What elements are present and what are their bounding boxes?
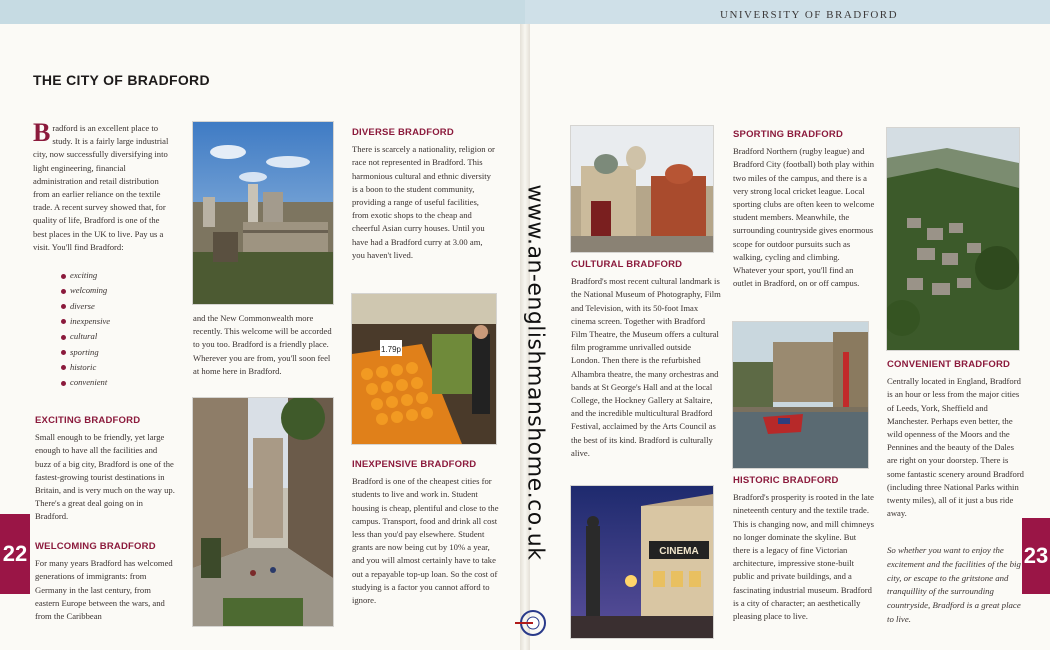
cinema-sign: CINEMA [659, 546, 699, 557]
diverse-section [352, 126, 497, 262]
welcoming-section [35, 540, 175, 623]
inexpensive-section [352, 458, 500, 607]
exciting-section [35, 414, 175, 524]
list-item: historic [61, 360, 175, 375]
drop-cap: B [33, 118, 51, 147]
closing-statement: So whether you want to enjoy the excitement and the facilities of the big city, or escape to the gritstone and tranquillity of the surrounding countryside, Bradford is a great place to live. [887, 545, 1021, 624]
section-heading: INEXPENSIVE BRADFORD [352, 459, 477, 470]
cultural-section [571, 258, 721, 460]
city-skyline-photo [193, 122, 333, 304]
section-text: There is scarcely a nationality, religion or race not represented in Bradford. This harmonious cultural and ethnic diversity is a boon to the student community, providing a range of useful facilities, from exotic shops to the cheap and cheerful Asian curry houses. Until you have had a Bradford curry at 3.00 am, you haven't lived. [352, 144, 495, 260]
watermark-logo-icon [515, 608, 547, 638]
running-header: UNIVERSITY OF BRADFORD [720, 9, 899, 21]
feature-list [61, 268, 175, 390]
watermark: www.an-englishmanshome.co.uk [522, 184, 548, 561]
intro-paragraph [33, 118, 175, 254]
section-heading: SPORTING BRADFORD [733, 129, 844, 140]
intro-column [33, 118, 175, 390]
cinema-night-photo [571, 486, 713, 638]
section-text: and the New Commonwealth more recently. This welcome will be accorded to you too. Bradford is a friendly place. Wherever you are from, you'll soon feel at home here in Bradford. [193, 313, 332, 376]
list-item: diverse [61, 299, 175, 314]
section-heading: EXCITING BRADFORD [35, 415, 141, 426]
intro-text: radford is an excellent place to study. It is a fairly large industrial city, now successfully diversifying into light engineering, financial administration and retail distribution from an earlier reliance on the textile trade. A recent survey showed that, for quality of life, Bradford is one of the best places in the UK to live. Pay us a visit. You'll find Bradford: [33, 123, 169, 252]
welcoming-continued [193, 312, 338, 378]
list-item: cultural [61, 329, 175, 344]
section-text: For many years Bradford has welcomed generations of immigrants: from Germany in the last century, from eastern Europe between the wars, and from the Caribbean [35, 558, 173, 622]
historic-section [733, 474, 875, 623]
market-stall-photo [352, 294, 496, 444]
canal-photo [733, 322, 868, 468]
section-heading: CULTURAL BRADFORD [571, 259, 683, 270]
section-heading: CONVENIENT BRADFORD [887, 359, 1011, 370]
section-text: Bradford is one of the cheapest cities for students to live and work in. Student housing is cheap, plentiful and close to the campus. Transport, food and drink all cost less than you'd pay elsewhere. Student grants are now being cut by 10% a year, and you will almost certainly have to take out a repayable top-up loan. So the cost of studying is a factor you cannot afford to ignore. [352, 476, 499, 606]
list-item: sporting [61, 345, 175, 360]
list-item: welcoming [61, 283, 175, 298]
page-title: THE CITY OF BRADFORD [33, 72, 210, 88]
section-heading: HISTORIC BRADFORD [733, 475, 839, 486]
page-number-right: 23 [1022, 518, 1050, 594]
section-heading: WELCOMING BRADFORD [35, 541, 156, 552]
sporting-section [733, 128, 875, 290]
page-number-left: 22 [0, 514, 30, 594]
list-item: convenient [61, 375, 175, 390]
section-text: Centrally located in England, Bradford is an hour or less from the major cities of Leeds, York, Sheffield and Manchester. Perhaps even better, the wild openness of the Moors and the Pennines and the beauty of the Dales are right on your doorstep. There is some fantastic scenery around Bradford (including three National Parks within twenty miles), all of it just a bus ride away. [887, 376, 1024, 519]
list-item: inexpensive [61, 314, 175, 329]
section-heading: DIVERSE BRADFORD [352, 127, 454, 138]
section-text: Bradford Northern (rugby league) and Bradford City (football) both play within two miles of the campus, and there is a very strong local cricket league. Local sporting clubs are often keen to welcome student members. Meanwhile, the surrounding countryside gives enormous scope for outdoor pursuits such as walking, cycling and climbing. Whatever your sport, you'll find an outlet in Bradford, on or off campus. [733, 146, 875, 289]
list-item: exciting [61, 268, 175, 283]
section-text: Bradford's prosperity is rooted in the late nineteenth century and the textile trade. This is changing now, and mill chimneys no longer dominate the skyline. But there is a legacy of fine Victorian architecture, impressive stone-built public and private buildings, and a fascinating industrial museum. Bradford is a city of character; an aesthetically pleasing place to live. [733, 492, 874, 622]
dales-village-photo [887, 128, 1019, 350]
city-street-photo [193, 398, 333, 626]
section-text: Bradford's most recent cultural landmark is the National Museum of Photography, Film and Television, with its 50-foot Imax cinema screen. Together with Bradford Film Theatre, the Museum offers a cultural film programme unrivalled outside London. Then there is the refurbished Alhambra theatre, the many orchestras and bands at St George's Hall and at the local College, the Hockney Gallery at Saltaire, and the incredible multicultural Bradford Festival, acclaimed by the Arts Council as the best of its kind. Bradford is culturally alive. [571, 276, 721, 458]
alhambra-theatre-photo [571, 126, 713, 252]
convenient-section [887, 358, 1025, 520]
section-text: Small enough to be friendly, yet large enough to have all the facilities and buzz of a big city, Bradford is one of the fastest-growing tourist destinations in Britain, and is very much on the way up. There's a great deal going on in Bradford. [35, 432, 175, 522]
price-tag: 1.79p [380, 345, 402, 354]
